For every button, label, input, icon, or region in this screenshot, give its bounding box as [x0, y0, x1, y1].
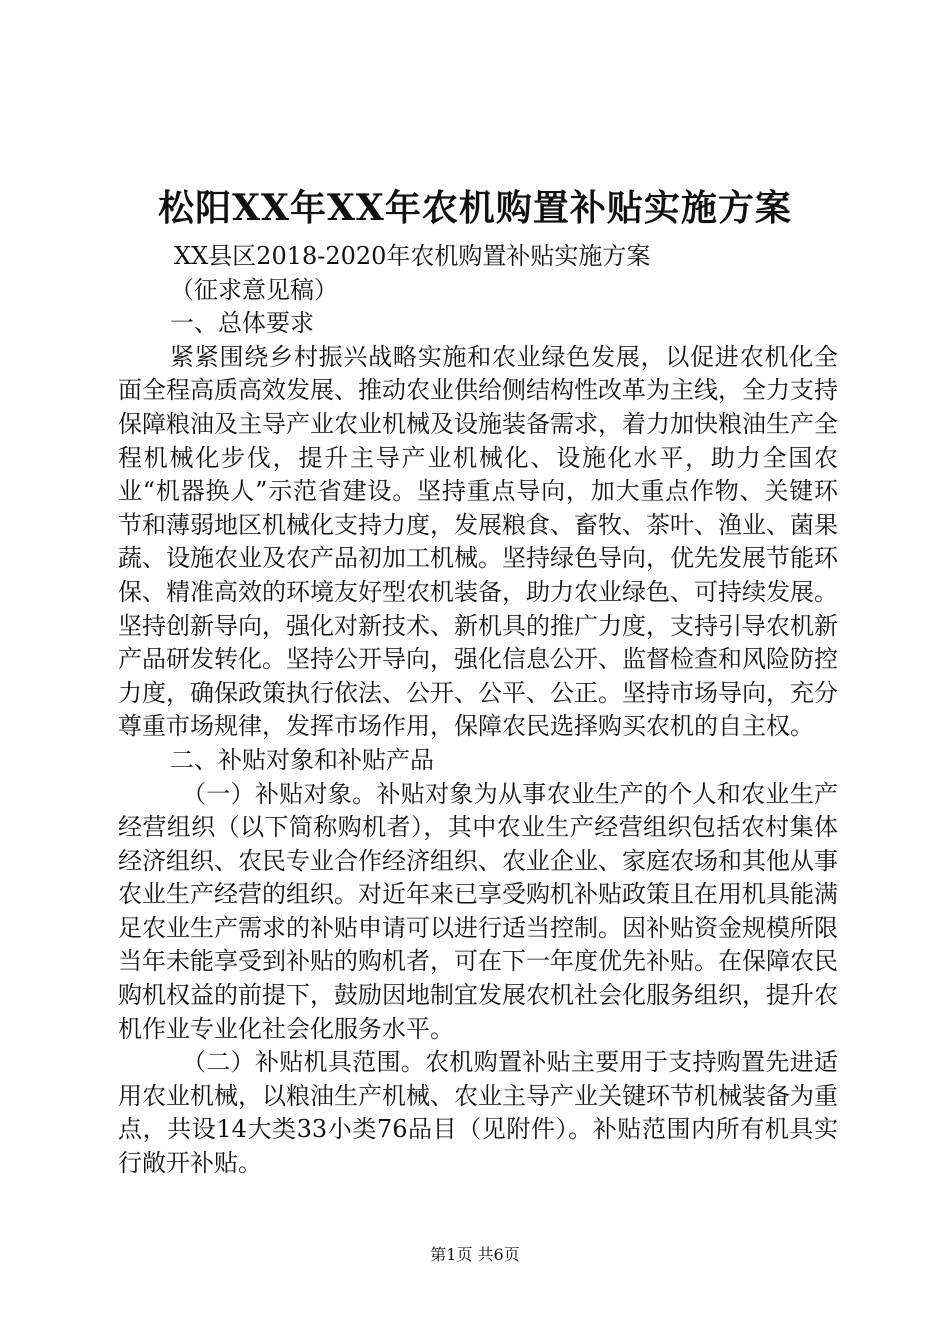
section-2-paragraph-2: （二）补贴机具范围。农机购置补贴主要用于支持购置先进适用农业机械，以粮油生产机械、农业主导产业关键环节机械装备为重点，共设14大类33小类76品目（见附件）。补贴范围内所有机具实行敞开补贴。 [118, 1048, 838, 1178]
section-heading-1: 一、总体要求 [170, 309, 314, 338]
document-subtitle: XX县区2018-2020年农机购置补贴实施方案 [174, 242, 651, 270]
draft-note: （征求意见稿） [170, 275, 338, 304]
section-heading-2: 二、补贴对象和补贴产品 [170, 745, 434, 774]
page-footer: 第1页 共6页 [430, 1245, 520, 1264]
document-title: 松阳XX年XX年农机购置补贴实施方案 [158, 187, 792, 229]
section-2-paragraph-1: （一）补贴对象。补贴对象为从事农业生产的个人和农业生产经营组织（以下简称购机者），其中农业生产经营组织包括农村集体经济组织、农民专业合作经济组织、农业企业、家庭农场和其他从事农业生产经营的组织。对近年来已享受购机补贴政策且在用机具能满足农业生产需求的补贴申请可以进行适当控制。因补贴资金规模所限当年未能享受到补贴的购机者，可在下一年度优先补贴。在保障农民购机权益的前提下，鼓励因地制宜发展农机社会化服务组织，提升农机作业专业化社会化服务水平。 [118, 779, 838, 1043]
document-body [118, 240, 838, 1181]
section-1-paragraph: 紧紧围绕乡村振兴战略实施和农业绿色发展，以促进农机化全面全程高质高效发展、推动农业供给侧结构性改革为主线，全力支持保障粮油及主导产业农业机械及设施装备需求，着力加快粮油生产全程机械化步伐，提升主导产业机械化、设施化水平，助力全国农业“机器换人”示范省建设。坚持重点导向，加大重点作物、关键环节和薄弱地区机械化支持力度，发展粮食、畜牧、茶叶、渔业、菌果蔬、设施农业及农产品初加工机械。坚持绿色导向，优先发展节能环保、精准高效的环境友好型农机装备，助力农业绿色、可持续发展。坚持创新导向，强化对新技术、新机具的推广力度，支持引导农机新产品研发转化。坚持公开导向，强化信息公开、监督检查和风险防控力度，确保政策执行依法、公开、公平、公正。坚持市场导向，充分尊重市场规律，发挥市场作用，保障农民选择购买农机的自主权。 [118, 342, 838, 741]
